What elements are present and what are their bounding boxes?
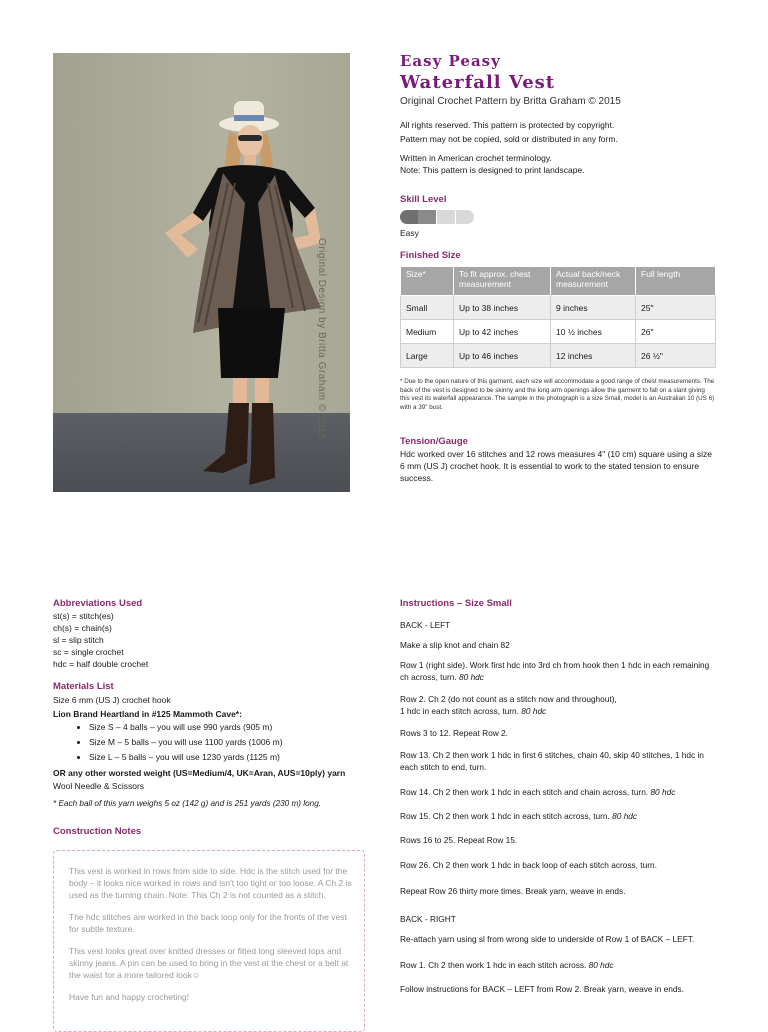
instruction-step: Repeat Row 26 thirty more times. Break yarn, weave in ends. [400, 886, 626, 896]
instruction-step: Row 2. Ch 2 (do not count as a stitch now and throughout), [400, 694, 617, 704]
skill-level-heading: Skill Level [400, 194, 447, 205]
abbreviations-heading: Abbreviations Used [53, 598, 143, 609]
instruction-step: Row 26. Ch 2 then work 1 hdc in back loop of each stitch across, turn. [400, 860, 657, 870]
instruction-step: Row 13. Ch 2 then work 1 hdc in first 6 stitches, chain 40, skip 40 stitches, 1 hdc in each stitch to end, turn. [400, 750, 704, 772]
instruction-step: Re-attach yarn using sl from wrong side to underside of Row 1 of BACK – LEFT. [400, 934, 695, 944]
skill-level-meter [400, 210, 474, 224]
table-cell: 9 inches [551, 296, 636, 320]
tension-text: Hdc worked over 16 stitches and 12 rows measures 4" (10 cm) square using a size 6 mm (US J) crochet hook. It is essential to work to the stated tension to ensure success. [400, 449, 712, 483]
title-line-2: Waterfall Vest [400, 72, 556, 93]
table-cell: Up to 38 inches [454, 296, 551, 320]
instruction-step: Row 1. Ch 2 then work 1 hdc in each stitch across. 80 hdc [400, 960, 614, 970]
section-back-right: BACK - RIGHT [400, 914, 456, 924]
abbreviation-item: hdc = half double crochet [53, 659, 149, 669]
construction-paragraph: Have fun and happy crocheting! [69, 992, 190, 1002]
finished-size-table [400, 266, 716, 368]
column-header: Full length [636, 267, 716, 296]
skill-level-value: Easy [400, 228, 419, 238]
instruction-step: 1 hdc in each stitch across, turn. 80 hdc [400, 706, 547, 716]
finished-size-heading: Finished Size [400, 250, 461, 261]
table-cell: Up to 42 inches [454, 320, 551, 344]
instruction-step: Row 15. Ch 2 then work 1 hdc in each stitch across, turn. 80 hdc [400, 811, 638, 821]
column-header: Size* [401, 267, 454, 296]
photo-watermark: Original Design by Britta Graham © 2015 [316, 238, 327, 440]
materials-size-item: • Size M – 5 balls – you will use 1100 yards (1006 m) [89, 735, 373, 750]
rights-line-2: Pattern may not be copied, sold or distributed in any form. [400, 134, 618, 144]
skill-segment-4 [456, 210, 474, 224]
terminology-line: Written in American crochet terminology. [400, 153, 552, 163]
title-line-1: Easy Peasy [400, 52, 501, 70]
materials-yarn: Lion Brand Heartland in #125 Mammoth Cave*: [53, 709, 242, 719]
abbreviation-item: sl = slip stitch [53, 635, 104, 645]
table-cell: 25" [636, 296, 716, 320]
table-cell: 12 inches [551, 344, 636, 368]
construction-notes-box [53, 850, 365, 1032]
instruction-step: Row 14. Ch 2 then work 1 hdc in each stitch and chain across, turn. 80 hdc [400, 787, 676, 797]
materials-alternative: OR any other worsted weight (US=Medium/4, UK=Aran, AUS=10ply) yarn [53, 768, 346, 778]
construction-paragraph: This vest looks great over knitted dresses or fitted long sleeved tops and skinny jeans. A pin can be used to bring in the vest at the chest or a belt at the waist for a more tailored look☺ [69, 946, 349, 980]
table-cell: Medium [401, 320, 454, 344]
skill-segment-1 [400, 210, 418, 224]
table-cell: 26 ½" [636, 344, 716, 368]
construction-heading: Construction Notes [53, 826, 142, 837]
table-cell: 10 ½ inches [551, 320, 636, 344]
construction-paragraph: The hdc stitches are worked in the back loop only for the fronts of the vest for subtle texture. [69, 912, 347, 934]
table-cell: 26" [636, 320, 716, 344]
construction-paragraph: This vest is worked in rows from side to side. Hdc is the stitch used for the body – it looks nice worked in rows and isn't too tight or too loose. A Ch 2 is used as the turning chain. Note: This Ch 2 is not counted as a stitch. [69, 866, 352, 900]
stitch-count: 80 hdc [459, 672, 484, 682]
column-header: Actual back/neck measurement [551, 267, 636, 296]
table-cell: Small [401, 296, 454, 320]
abbreviation-item: sc = single crochet [53, 647, 124, 657]
table-row [401, 296, 716, 320]
materials-heading: Materials List [53, 681, 114, 692]
materials-tools: Wool Needle & Scissors [53, 781, 145, 791]
instructions-body [400, 619, 718, 995]
materials-size-item: • Size S – 4 balls – you will use 990 yards (905 m) [89, 720, 373, 735]
table-cell: Large [401, 344, 454, 368]
instruction-step: Follow instructions for BACK – LEFT from Row 2. Break yarn, weave in ends. [400, 984, 684, 994]
print-note-line: Note: This pattern is designed to print landscape. [400, 165, 585, 175]
model-illustration [53, 53, 350, 492]
skill-segment-2 [418, 210, 436, 224]
instruction-step: Make a slip knot and chain 82 [400, 640, 510, 650]
stitch-count: 80 hdc [612, 811, 638, 821]
materials-size-item: • Size L – 5 balls – you will use 1230 yards (1125 m) [89, 750, 373, 765]
column-header: To fit approx. chest measurement [454, 267, 551, 296]
byline: Original Crochet Pattern by Britta Graham © 2015 [400, 96, 621, 107]
table-header-row [401, 267, 716, 296]
size-footnote: * Due to the open nature of this garment, each size will accommodate a good range of chest measurements. The back of the vest is designed to be skinny and the long arm openings allow the garment to fall on a slant giving this vest its waterfall appearance. The sample in the photograph is a size Small, model is an Australian 10 (US 6) with a 39" bust. [400, 378, 715, 411]
stitch-count: 80 hdc [650, 787, 676, 797]
instructions-heading: Instructions – Size Small [400, 598, 512, 609]
instruction-step: Rows 3 to 12. Repeat Row 2. [400, 728, 508, 738]
rights-line-1: All rights reserved. This pattern is protected by copyright. [400, 120, 615, 130]
stitch-count: 80 hdc [521, 706, 547, 716]
table-row [401, 320, 716, 344]
table-cell: Up to 46 inches [454, 344, 551, 368]
materials-size-list [53, 720, 373, 765]
section-back-left: BACK - LEFT [400, 620, 451, 630]
stitch-count: 80 hdc [588, 960, 614, 970]
abbreviation-item: st(s) = stitch(es) [53, 611, 114, 621]
instruction-step: Row 1 (right side). Work first hdc into 3rd ch from hook then 1 hdc in each remaining ch across, turn. 80 hdc [400, 660, 710, 682]
abbreviation-item: ch(s) = chain(s) [53, 623, 112, 633]
materials-hook: Size 6 mm (US J) crochet hook [53, 695, 171, 705]
vest-photo [53, 53, 350, 492]
tension-heading: Tension/Gauge [400, 436, 468, 447]
materials-footnote: * Each ball of this yarn weighs 5 oz (142 g) and is 251 yards (230 m) long. [53, 799, 322, 808]
skill-segment-3 [437, 210, 455, 224]
table-row [401, 344, 716, 368]
instruction-step: Rows 16 to 25. Repeat Row 15. [400, 835, 518, 845]
